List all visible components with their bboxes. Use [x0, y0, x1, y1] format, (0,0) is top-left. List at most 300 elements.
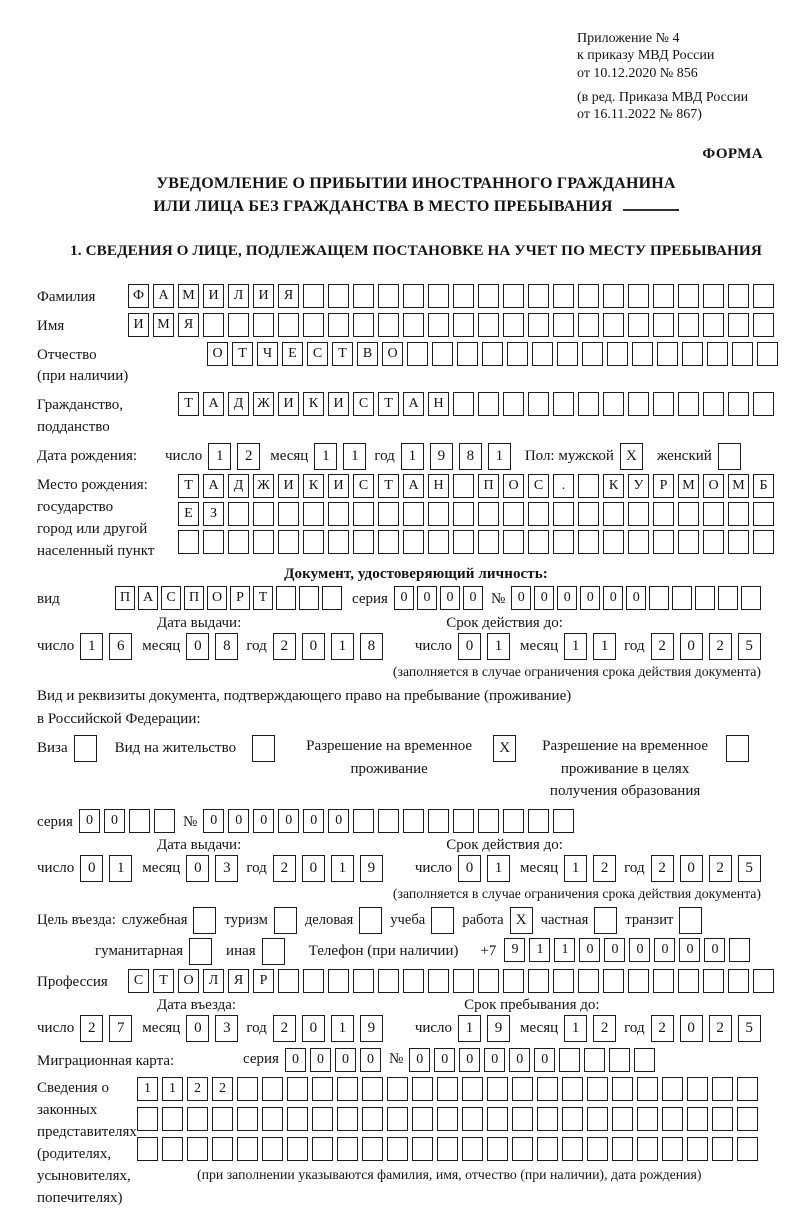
char-box[interactable]	[378, 969, 399, 993]
char-box[interactable]: И	[128, 313, 149, 337]
char-box[interactable]: Р	[653, 474, 674, 498]
char-box[interactable]	[262, 1077, 283, 1101]
char-box[interactable]: 0	[285, 1048, 306, 1072]
char-box[interactable]	[637, 1137, 658, 1161]
char-box[interactable]: 9	[430, 443, 453, 470]
char-box[interactable]	[453, 474, 474, 498]
char-box[interactable]	[728, 969, 749, 993]
char-box[interactable]	[662, 1077, 683, 1101]
char-box[interactable]	[707, 342, 728, 366]
char-box[interactable]	[453, 809, 474, 833]
char-box[interactable]	[428, 530, 449, 554]
char-box[interactable]	[703, 530, 724, 554]
char-box[interactable]: О	[503, 474, 524, 498]
char-box[interactable]	[387, 1077, 408, 1101]
char-box[interactable]: 0	[434, 1048, 455, 1072]
char-box[interactable]: 0	[253, 809, 274, 833]
char-box[interactable]	[553, 284, 574, 308]
char-box[interactable]: 0	[534, 1048, 555, 1072]
char-box[interactable]	[578, 474, 599, 498]
char-box[interactable]	[378, 530, 399, 554]
char-box[interactable]: И	[328, 474, 349, 498]
char-box[interactable]: .	[553, 474, 574, 498]
char-box[interactable]	[741, 586, 761, 610]
char-box[interactable]	[728, 392, 749, 416]
char-box[interactable]	[453, 313, 474, 337]
char-box[interactable]: 0	[228, 809, 249, 833]
char-box[interactable]	[687, 1107, 708, 1131]
char-box[interactable]	[678, 392, 699, 416]
char-box[interactable]: X	[620, 443, 643, 470]
char-box[interactable]	[653, 284, 674, 308]
char-box[interactable]	[712, 1137, 733, 1161]
char-box[interactable]: 0	[629, 938, 650, 962]
char-box[interactable]	[274, 907, 297, 934]
char-box[interactable]	[553, 392, 574, 416]
char-box[interactable]	[587, 1137, 608, 1161]
char-box[interactable]	[312, 1137, 333, 1161]
char-box[interactable]	[757, 342, 778, 366]
char-box[interactable]: 1	[529, 938, 550, 962]
char-box[interactable]	[753, 313, 774, 337]
char-box[interactable]: 0	[440, 586, 460, 610]
char-box[interactable]	[503, 530, 524, 554]
char-box[interactable]	[578, 313, 599, 337]
char-box[interactable]: Д	[228, 474, 249, 498]
char-box[interactable]	[137, 1107, 158, 1131]
char-box[interactable]: 0	[680, 1015, 703, 1042]
char-box[interactable]	[362, 1077, 383, 1101]
char-box[interactable]: К	[603, 474, 624, 498]
char-box[interactable]	[328, 502, 349, 526]
char-box[interactable]	[732, 342, 753, 366]
char-box[interactable]: Р	[253, 969, 274, 993]
char-box[interactable]	[703, 284, 724, 308]
char-box[interactable]	[403, 284, 424, 308]
char-box[interactable]	[737, 1107, 758, 1131]
char-box[interactable]	[528, 530, 549, 554]
char-box[interactable]	[528, 392, 549, 416]
char-box[interactable]	[228, 530, 249, 554]
char-box[interactable]: С	[353, 392, 374, 416]
char-box[interactable]	[672, 586, 692, 610]
char-box[interactable]	[528, 502, 549, 526]
char-box[interactable]: 2	[273, 1015, 296, 1042]
char-box[interactable]: И	[278, 392, 299, 416]
char-box[interactable]: М	[153, 313, 174, 337]
char-box[interactable]: 0	[580, 586, 600, 610]
char-box[interactable]: 9	[360, 1015, 383, 1042]
char-box[interactable]: 0	[511, 586, 531, 610]
char-box[interactable]	[178, 530, 199, 554]
char-box[interactable]	[512, 1137, 533, 1161]
char-box[interactable]	[353, 809, 374, 833]
char-box[interactable]	[678, 284, 699, 308]
char-box[interactable]: 2	[212, 1077, 233, 1101]
char-box[interactable]: Т	[253, 586, 273, 610]
char-box[interactable]	[703, 502, 724, 526]
char-box[interactable]: 0	[458, 633, 481, 660]
char-box[interactable]: В	[357, 342, 378, 366]
char-box[interactable]	[287, 1137, 308, 1161]
char-box[interactable]	[594, 907, 617, 934]
char-box[interactable]	[193, 907, 216, 934]
char-box[interactable]	[503, 392, 524, 416]
char-box[interactable]	[237, 1137, 258, 1161]
char-box[interactable]	[753, 392, 774, 416]
char-box[interactable]: 2	[273, 633, 296, 660]
char-box[interactable]: Т	[378, 474, 399, 498]
char-box[interactable]	[728, 284, 749, 308]
char-box[interactable]	[478, 969, 499, 993]
char-box[interactable]: 5	[738, 633, 761, 660]
char-box[interactable]: 2	[709, 855, 732, 882]
char-box[interactable]: 0	[654, 938, 675, 962]
char-box[interactable]: Т	[378, 392, 399, 416]
char-box[interactable]: 1	[80, 633, 103, 660]
char-box[interactable]: 0	[557, 586, 577, 610]
char-box[interactable]	[653, 502, 674, 526]
char-box[interactable]	[726, 735, 749, 762]
char-box[interactable]	[587, 1077, 608, 1101]
char-box[interactable]	[628, 969, 649, 993]
char-box[interactable]	[432, 342, 453, 366]
char-box[interactable]	[628, 392, 649, 416]
char-box[interactable]	[578, 284, 599, 308]
char-box[interactable]: П	[478, 474, 499, 498]
char-box[interactable]: 0	[579, 938, 600, 962]
char-box[interactable]: 2	[709, 633, 732, 660]
char-box[interactable]	[262, 1107, 283, 1131]
char-box[interactable]: 3	[215, 1015, 238, 1042]
char-box[interactable]: 6	[109, 633, 132, 660]
char-box[interactable]	[628, 313, 649, 337]
char-box[interactable]: 1	[593, 633, 616, 660]
char-box[interactable]: 1	[208, 443, 231, 470]
char-box[interactable]	[737, 1137, 758, 1161]
char-box[interactable]	[503, 313, 524, 337]
char-box[interactable]: 1	[137, 1077, 158, 1101]
char-box[interactable]	[528, 313, 549, 337]
char-box[interactable]	[212, 1137, 233, 1161]
char-box[interactable]	[603, 313, 624, 337]
char-box[interactable]	[584, 1048, 605, 1072]
char-box[interactable]	[359, 907, 382, 934]
char-box[interactable]: Ж	[253, 392, 274, 416]
char-box[interactable]	[137, 1137, 158, 1161]
char-box[interactable]	[203, 530, 224, 554]
char-box[interactable]: 0	[303, 809, 324, 833]
char-box[interactable]	[453, 502, 474, 526]
char-box[interactable]	[637, 1077, 658, 1101]
char-box[interactable]	[322, 586, 342, 610]
char-box[interactable]: 0	[186, 1015, 209, 1042]
char-box[interactable]	[299, 586, 319, 610]
char-box[interactable]	[612, 1137, 633, 1161]
char-box[interactable]: 0	[409, 1048, 430, 1072]
char-box[interactable]: 0	[394, 586, 414, 610]
char-box[interactable]: 0	[604, 938, 625, 962]
char-box[interactable]	[553, 502, 574, 526]
char-box[interactable]	[562, 1077, 583, 1101]
char-box[interactable]: 0	[680, 633, 703, 660]
char-box[interactable]	[718, 586, 738, 610]
char-box[interactable]: 0	[626, 586, 646, 610]
char-box[interactable]	[228, 502, 249, 526]
char-box[interactable]	[278, 969, 299, 993]
char-box[interactable]	[312, 1077, 333, 1101]
char-box[interactable]: 0	[310, 1048, 331, 1072]
char-box[interactable]	[478, 530, 499, 554]
char-box[interactable]: 5	[738, 1015, 761, 1042]
char-box[interactable]	[537, 1077, 558, 1101]
char-box[interactable]	[431, 907, 454, 934]
char-box[interactable]	[303, 313, 324, 337]
char-box[interactable]: 0	[360, 1048, 381, 1072]
char-box[interactable]	[437, 1077, 458, 1101]
char-box[interactable]: 7	[109, 1015, 132, 1042]
char-box[interactable]	[403, 809, 424, 833]
char-box[interactable]: И	[253, 284, 274, 308]
char-box[interactable]: 0	[704, 938, 725, 962]
char-box[interactable]	[154, 809, 175, 833]
char-box[interactable]: М	[728, 474, 749, 498]
char-box[interactable]	[528, 284, 549, 308]
char-box[interactable]	[482, 342, 503, 366]
char-box[interactable]	[503, 809, 524, 833]
char-box[interactable]	[462, 1137, 483, 1161]
char-box[interactable]	[437, 1137, 458, 1161]
char-box[interactable]	[252, 735, 275, 762]
char-box[interactable]: И	[278, 474, 299, 498]
char-box[interactable]: 9	[360, 855, 383, 882]
char-box[interactable]	[737, 1077, 758, 1101]
char-box[interactable]	[378, 313, 399, 337]
char-box[interactable]: Б	[753, 474, 774, 498]
char-box[interactable]: 8	[215, 633, 238, 660]
char-box[interactable]	[453, 284, 474, 308]
char-box[interactable]	[312, 1107, 333, 1131]
char-box[interactable]: 0	[679, 938, 700, 962]
char-box[interactable]	[687, 1137, 708, 1161]
char-box[interactable]	[537, 1107, 558, 1131]
char-box[interactable]	[649, 586, 669, 610]
char-box[interactable]	[578, 502, 599, 526]
char-box[interactable]: С	[353, 474, 374, 498]
char-box[interactable]: 2	[651, 1015, 674, 1042]
char-box[interactable]: Л	[228, 284, 249, 308]
char-box[interactable]: 1	[109, 855, 132, 882]
char-box[interactable]	[678, 530, 699, 554]
char-box[interactable]: У	[628, 474, 649, 498]
char-box[interactable]: 0	[302, 633, 325, 660]
char-box[interactable]	[628, 502, 649, 526]
char-box[interactable]: 9	[504, 938, 525, 962]
char-box[interactable]	[653, 313, 674, 337]
char-box[interactable]	[507, 342, 528, 366]
char-box[interactable]: Т	[153, 969, 174, 993]
char-box[interactable]	[412, 1077, 433, 1101]
char-box[interactable]	[387, 1137, 408, 1161]
char-box[interactable]	[512, 1077, 533, 1101]
char-box[interactable]: Е	[282, 342, 303, 366]
char-box[interactable]	[703, 969, 724, 993]
char-box[interactable]	[412, 1107, 433, 1131]
char-box[interactable]	[653, 392, 674, 416]
char-box[interactable]	[187, 1107, 208, 1131]
char-box[interactable]	[653, 969, 674, 993]
char-box[interactable]: С	[528, 474, 549, 498]
char-box[interactable]	[478, 392, 499, 416]
char-box[interactable]	[603, 502, 624, 526]
char-box[interactable]: О	[382, 342, 403, 366]
char-box[interactable]	[553, 530, 574, 554]
char-box[interactable]	[553, 313, 574, 337]
char-box[interactable]	[228, 313, 249, 337]
char-box[interactable]: 0	[186, 633, 209, 660]
char-box[interactable]: И	[328, 392, 349, 416]
char-box[interactable]	[337, 1077, 358, 1101]
char-box[interactable]	[262, 1137, 283, 1161]
char-box[interactable]: О	[178, 969, 199, 993]
char-box[interactable]	[403, 969, 424, 993]
char-box[interactable]	[695, 586, 715, 610]
char-box[interactable]	[578, 392, 599, 416]
char-box[interactable]	[729, 938, 750, 962]
char-box[interactable]	[337, 1107, 358, 1131]
char-box[interactable]	[253, 502, 274, 526]
char-box[interactable]: 0	[80, 855, 103, 882]
char-box[interactable]	[678, 969, 699, 993]
char-box[interactable]: Ф	[128, 284, 149, 308]
char-box[interactable]: П	[115, 586, 135, 610]
char-box[interactable]	[712, 1077, 733, 1101]
char-box[interactable]: 1	[564, 1015, 587, 1042]
char-box[interactable]: 0	[186, 855, 209, 882]
char-box[interactable]: 1	[487, 855, 510, 882]
char-box[interactable]: С	[161, 586, 181, 610]
char-box[interactable]	[328, 313, 349, 337]
char-box[interactable]	[303, 530, 324, 554]
char-box[interactable]: Н	[428, 392, 449, 416]
char-box[interactable]	[503, 969, 524, 993]
char-box[interactable]	[662, 1107, 683, 1131]
char-box[interactable]	[387, 1107, 408, 1131]
char-box[interactable]	[403, 313, 424, 337]
char-box[interactable]	[478, 284, 499, 308]
char-box[interactable]: X	[510, 907, 533, 934]
char-box[interactable]: 2	[593, 855, 616, 882]
char-box[interactable]	[187, 1137, 208, 1161]
char-box[interactable]: 1	[458, 1015, 481, 1042]
char-box[interactable]	[753, 969, 774, 993]
char-box[interactable]	[276, 586, 296, 610]
char-box[interactable]	[632, 342, 653, 366]
char-box[interactable]: 0	[79, 809, 100, 833]
char-box[interactable]: К	[303, 392, 324, 416]
char-box[interactable]	[189, 938, 212, 965]
char-box[interactable]: 0	[417, 586, 437, 610]
char-box[interactable]: 0	[278, 809, 299, 833]
char-box[interactable]: З	[203, 502, 224, 526]
char-box[interactable]	[453, 392, 474, 416]
char-box[interactable]: 0	[680, 855, 703, 882]
char-box[interactable]	[212, 1107, 233, 1131]
char-box[interactable]	[237, 1077, 258, 1101]
char-box[interactable]: Т	[232, 342, 253, 366]
char-box[interactable]	[712, 1107, 733, 1131]
char-box[interactable]	[653, 530, 674, 554]
char-box[interactable]	[462, 1107, 483, 1131]
char-box[interactable]	[682, 342, 703, 366]
char-box[interactable]	[628, 284, 649, 308]
char-box[interactable]: О	[703, 474, 724, 498]
char-box[interactable]	[162, 1137, 183, 1161]
char-box[interactable]	[428, 502, 449, 526]
char-box[interactable]	[503, 502, 524, 526]
char-box[interactable]: 0	[458, 855, 481, 882]
char-box[interactable]: Ж	[253, 474, 274, 498]
char-box[interactable]	[407, 342, 428, 366]
char-box[interactable]: 1	[401, 443, 424, 470]
char-box[interactable]	[512, 1107, 533, 1131]
char-box[interactable]	[487, 1107, 508, 1131]
char-box[interactable]	[728, 313, 749, 337]
char-box[interactable]: Ч	[257, 342, 278, 366]
char-box[interactable]: 2	[651, 633, 674, 660]
char-box[interactable]: 1	[564, 855, 587, 882]
char-box[interactable]	[487, 1077, 508, 1101]
char-box[interactable]	[462, 1077, 483, 1101]
char-box[interactable]	[403, 502, 424, 526]
char-box[interactable]: М	[678, 474, 699, 498]
char-box[interactable]	[278, 530, 299, 554]
char-box[interactable]	[703, 392, 724, 416]
char-box[interactable]: 8	[459, 443, 482, 470]
char-box[interactable]	[453, 969, 474, 993]
char-box[interactable]: 0	[603, 586, 623, 610]
char-box[interactable]	[237, 1107, 258, 1131]
char-box[interactable]	[362, 1137, 383, 1161]
char-box[interactable]	[412, 1137, 433, 1161]
char-box[interactable]	[203, 313, 224, 337]
char-box[interactable]: 2	[80, 1015, 103, 1042]
char-box[interactable]	[428, 284, 449, 308]
char-box[interactable]	[753, 284, 774, 308]
char-box[interactable]: М	[178, 284, 199, 308]
char-box[interactable]: А	[203, 392, 224, 416]
char-box[interactable]	[582, 342, 603, 366]
char-box[interactable]	[578, 969, 599, 993]
char-box[interactable]	[362, 1107, 383, 1131]
char-box[interactable]	[287, 1077, 308, 1101]
char-box[interactable]	[162, 1107, 183, 1131]
char-box[interactable]	[603, 284, 624, 308]
char-box[interactable]	[662, 1137, 683, 1161]
char-box[interactable]	[253, 530, 274, 554]
char-box[interactable]: 2	[273, 855, 296, 882]
char-box[interactable]: 3	[215, 855, 238, 882]
char-box[interactable]: С	[128, 969, 149, 993]
char-box[interactable]: 0	[509, 1048, 530, 1072]
char-box[interactable]	[457, 342, 478, 366]
char-box[interactable]	[378, 809, 399, 833]
char-box[interactable]	[603, 530, 624, 554]
char-box[interactable]	[609, 1048, 630, 1072]
char-box[interactable]	[728, 502, 749, 526]
char-box[interactable]	[612, 1107, 633, 1131]
char-box[interactable]	[553, 809, 574, 833]
